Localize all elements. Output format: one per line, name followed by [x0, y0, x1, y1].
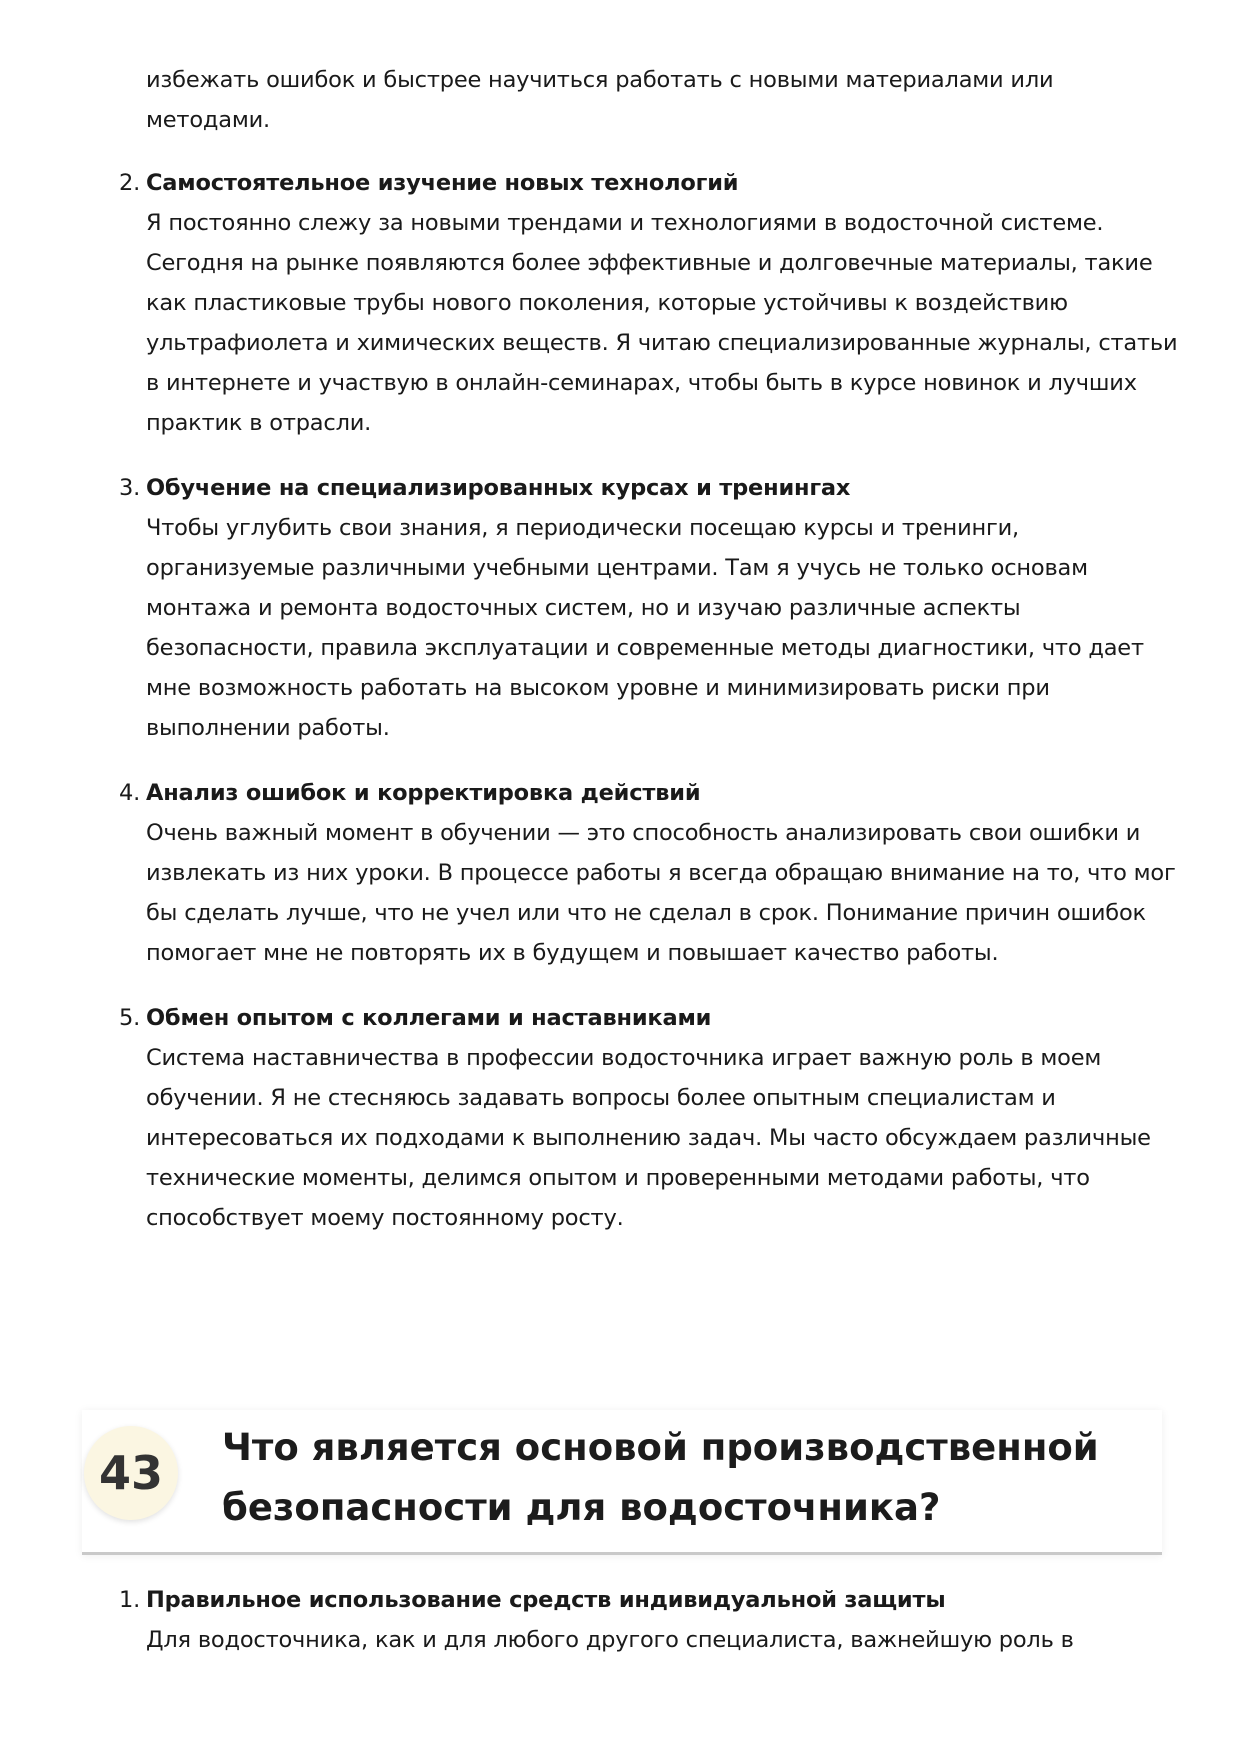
list-item-heading	[119, 773, 1186, 813]
list-item	[119, 1580, 1186, 1660]
intro-paragraph-tail: избежать ошибок и быстрее научиться работать с новыми материалами или методами.	[146, 67, 1054, 133]
list-item-heading	[119, 1580, 1186, 1620]
list-item-number: 2.	[119, 170, 141, 196]
list-item-heading	[119, 468, 1186, 508]
list-item-number: 5.	[119, 1005, 141, 1031]
list-item-body: Для водосточника, как и для любого другого специалиста, важнейшую роль в	[146, 1627, 1074, 1653]
list-item-number: 3.	[119, 475, 141, 501]
list-item-heading	[119, 163, 1186, 203]
question-title: Что является основой производственной безопасности для водосточника?	[222, 1426, 1099, 1529]
list-item-body: Система наставничества в профессии водосточника играет важную роль в моем обучении. Я не стесняюсь задавать вопросы более опытным специалистам и интересоваться их подходами к выполнению задач. Мы часто обсуждаем различные технические моменты, делимся опытом и проверенными методами работы, что способствует моему постоянному росту.	[146, 1045, 1151, 1231]
list-item-title: Обмен опытом с коллегами и наставниками	[146, 1005, 712, 1031]
list-item-title: Анализ ошибок и корректировка действий	[146, 780, 701, 806]
list-item-title: Правильное использование средств индивидуальной защиты	[146, 1587, 946, 1613]
question-header	[82, 1410, 1162, 1555]
list-item-body: Очень важный момент в обучении — это способность анализировать свои ошибки и извлекать из них уроки. В процессе работы я всегда обращаю внимание на то, что мог бы сделать лучше, что не учел или что не сделал в срок. Понимание причин ошибок помогает мне не повторять их в будущем и повышает качество работы.	[146, 820, 1176, 966]
list-item-body: Я постоянно слежу за новыми трендами и технологиями в водосточной системе. Сегодня на рынке появляются более эффективные и долговечные материалы, такие как пластиковые трубы нового поколения, которые устойчивы к воздействию ультрафиолета и химических веществ. Я читаю специализированные журналы, статьи в интернете и участвую в онлайн-семинарах, чтобы быть в курсе новинок и лучших практик в отрасли.	[146, 210, 1178, 436]
list-item-number: 1.	[119, 1587, 141, 1613]
question-number-badge: 43	[84, 1426, 178, 1520]
list-item-body: Чтобы углубить свои знания, я периодически посещаю курсы и тренинги, организуемые различными учебными центрами. Там я учусь не только основам монтажа и ремонта водосточных систем, но и изучаю различные аспекты безопасности, правила эксплуатации и современные методы диагностики, что дает мне возможность работать на высоком уровне и минимизировать риски при выполнении работы.	[146, 515, 1144, 741]
list-item-heading	[119, 998, 1186, 1038]
list-item	[119, 163, 1186, 443]
list-item-title: Самостоятельное изучение новых технологий	[146, 170, 739, 196]
list-item-title: Обучение на специализированных курсах и тренингах	[146, 475, 851, 501]
list-item-number: 4.	[119, 780, 141, 806]
list-item	[119, 998, 1186, 1238]
list-item	[119, 468, 1186, 748]
list-item	[119, 773, 1186, 973]
